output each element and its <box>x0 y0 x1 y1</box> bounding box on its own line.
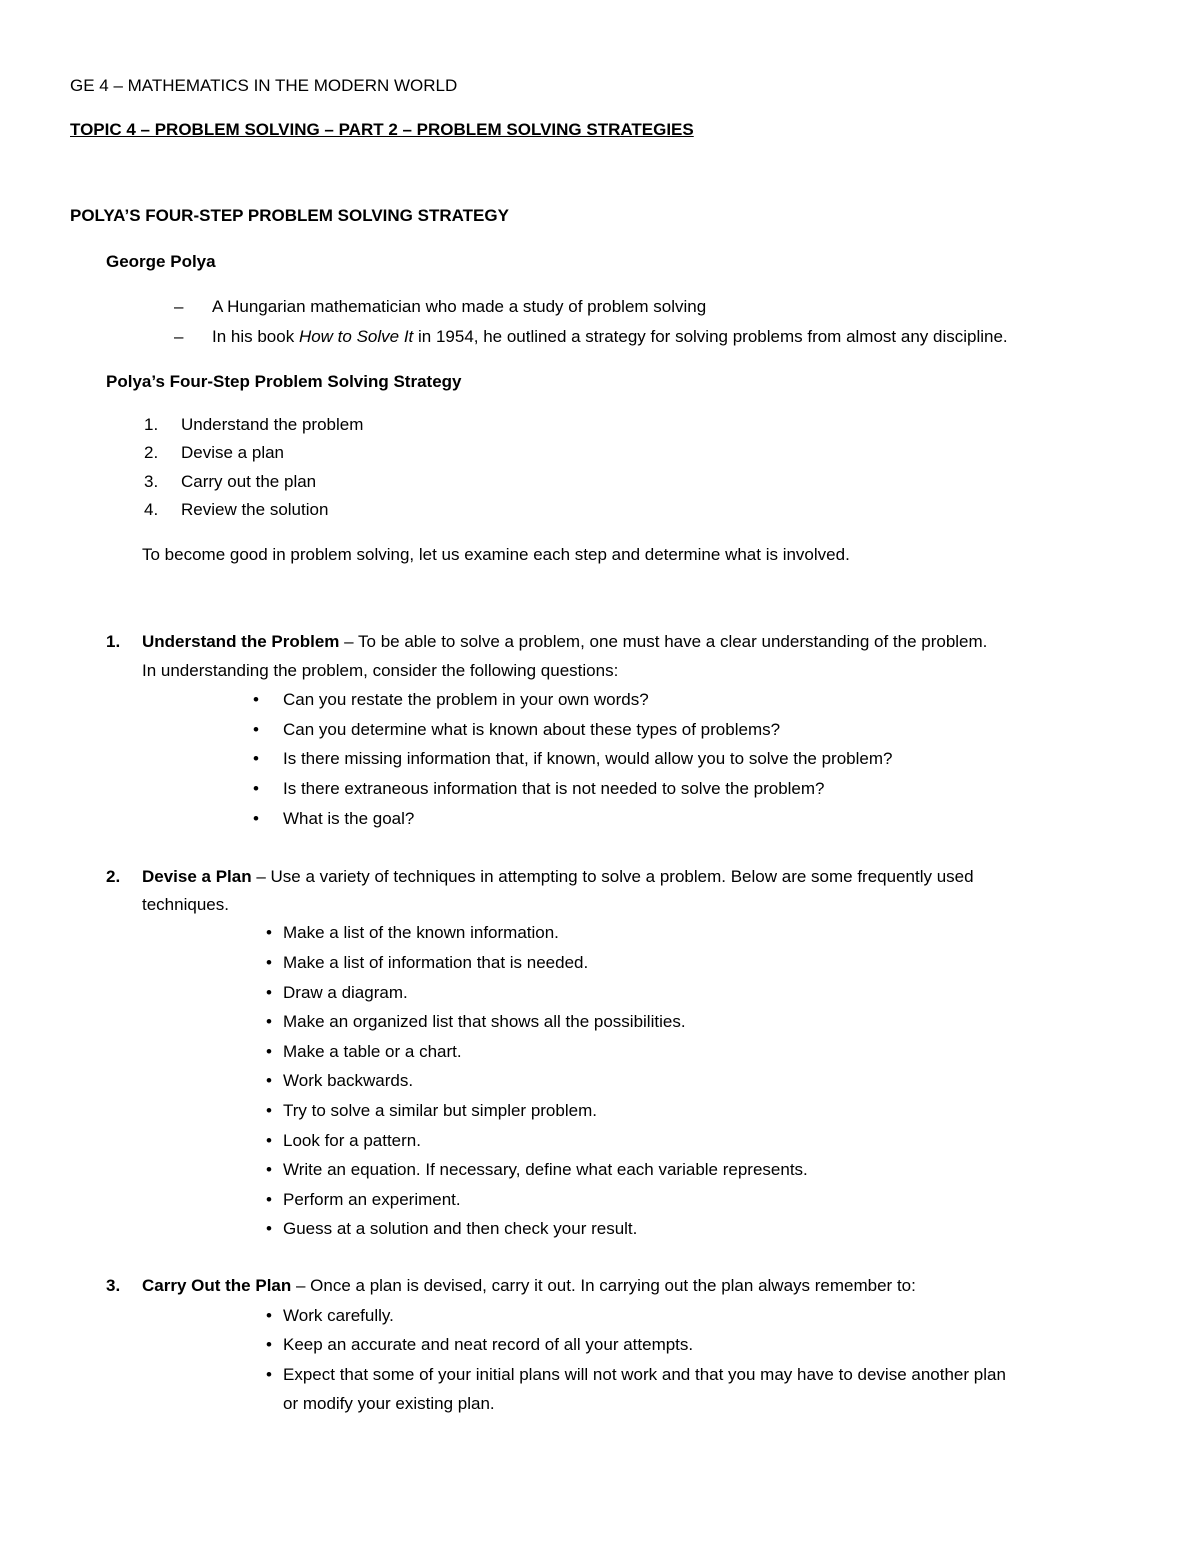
bullet-icon: • <box>266 983 272 1002</box>
person-point <box>212 326 1008 348</box>
book-suffix: in 1954, he outlined a strategy for solving problems from almost any discipline. <box>413 327 1008 346</box>
bullet-icon: • <box>253 779 259 798</box>
step-label: Review the solution <box>181 500 329 519</box>
list-item: Try to solve a similar but simpler problem. <box>283 1101 597 1120</box>
step-label: Understand the problem <box>181 415 364 434</box>
list-item: Make a list of information that is needed. <box>283 953 589 972</box>
detail-heading <box>142 866 974 888</box>
list-item: Work carefully. <box>283 1306 394 1325</box>
detail-title: Understand the Problem <box>142 632 340 651</box>
bullet-icon: • <box>266 1219 272 1238</box>
dash-marker: – <box>174 297 184 316</box>
dash-marker: – <box>174 327 184 346</box>
detail-description: techniques. <box>142 895 229 914</box>
topic-title: TOPIC 4 – PROBLEM SOLVING – PART 2 – PROBLEM SOLVING STRATEGIES <box>70 120 694 139</box>
list-item-continuation: or modify your existing plan. <box>283 1394 495 1413</box>
bullet-icon: • <box>266 1042 272 1061</box>
bullet-icon: • <box>266 1306 272 1325</box>
bullet-icon: • <box>253 749 259 768</box>
list-item: Is there missing information that, if known, would allow you to solve the problem? <box>283 749 893 768</box>
detail-description: – To be able to solve a problem, one must have a clear understanding of the problem. <box>339 632 988 651</box>
bullet-icon: • <box>266 1071 272 1090</box>
detail-number: 1. <box>106 632 121 651</box>
list-item: Can you restate the problem in your own words? <box>283 690 649 709</box>
bullet-icon: • <box>266 1101 272 1120</box>
person-point: A Hungarian mathematician who made a study of problem solving <box>212 297 707 316</box>
step-label: Devise a plan <box>181 443 285 462</box>
detail-number: 2. <box>106 867 121 886</box>
detail-title: Carry Out the Plan <box>142 1276 292 1295</box>
list-item: Perform an experiment. <box>283 1190 461 1209</box>
book-title: How to Solve It <box>298 327 414 346</box>
step-number: 1. <box>144 415 159 434</box>
step-label: Carry out the plan <box>181 472 317 491</box>
bullet-icon: • <box>266 1335 272 1354</box>
detail-description: In understanding the problem, consider the following questions: <box>142 661 619 680</box>
list-item: Draw a diagram. <box>283 983 408 1002</box>
list-item: Expect that some of your initial plans will not work and that you may have to devise another plan <box>283 1365 1006 1384</box>
detail-description: – Use a variety of techniques in attempting to solve a problem. Below are some frequently used <box>251 867 974 886</box>
list-item: Is there extraneous information that is not needed to solve the problem? <box>283 779 825 798</box>
list-item: Make an organized list that shows all the possibilities. <box>283 1012 686 1031</box>
list-item: Make a table or a chart. <box>283 1042 462 1061</box>
course-title: GE 4 – MATHEMATICS IN THE MODERN WORLD <box>70 76 458 95</box>
list-item: Guess at a solution and then check your result. <box>283 1219 638 1238</box>
detail-heading <box>142 631 987 653</box>
detail-number: 3. <box>106 1276 121 1295</box>
step-number: 2. <box>144 443 159 462</box>
intro-paragraph: To become good in problem solving, let us examine each step and determine what is involved. <box>142 545 850 564</box>
list-item: Make a list of the known information. <box>283 923 559 942</box>
bullet-icon: • <box>253 720 259 739</box>
list-item: Write an equation. If necessary, define what each variable represents. <box>283 1160 808 1179</box>
detail-title: Devise a Plan <box>142 867 252 886</box>
bullet-icon: • <box>266 1160 272 1179</box>
bullet-icon: • <box>253 690 259 709</box>
list-item: Look for a pattern. <box>283 1131 421 1150</box>
bullet-icon: • <box>266 1131 272 1150</box>
list-item: Work backwards. <box>283 1071 414 1090</box>
bullet-icon: • <box>266 1365 272 1384</box>
strategy-heading: Polya’s Four-Step Problem Solving Strategy <box>106 372 462 391</box>
step-number: 3. <box>144 472 159 491</box>
bullet-icon: • <box>266 1012 272 1031</box>
bullet-icon: • <box>266 1190 272 1209</box>
book-prefix: In his book <box>212 327 299 346</box>
bullet-icon: • <box>266 953 272 972</box>
list-item: What is the goal? <box>283 809 415 828</box>
bullet-icon: • <box>253 809 259 828</box>
detail-description: – Once a plan is devised, carry it out. In carrying out the plan always remember to: <box>291 1276 916 1295</box>
person-heading: George Polya <box>106 252 216 271</box>
bullet-icon: • <box>266 923 272 942</box>
step-number: 4. <box>144 500 159 519</box>
list-item: Keep an accurate and neat record of all your attempts. <box>283 1335 694 1354</box>
section-title: POLYA’S FOUR-STEP PROBLEM SOLVING STRATEGY <box>70 206 509 225</box>
detail-heading <box>142 1275 916 1297</box>
list-item: Can you determine what is known about these types of problems? <box>283 720 781 739</box>
